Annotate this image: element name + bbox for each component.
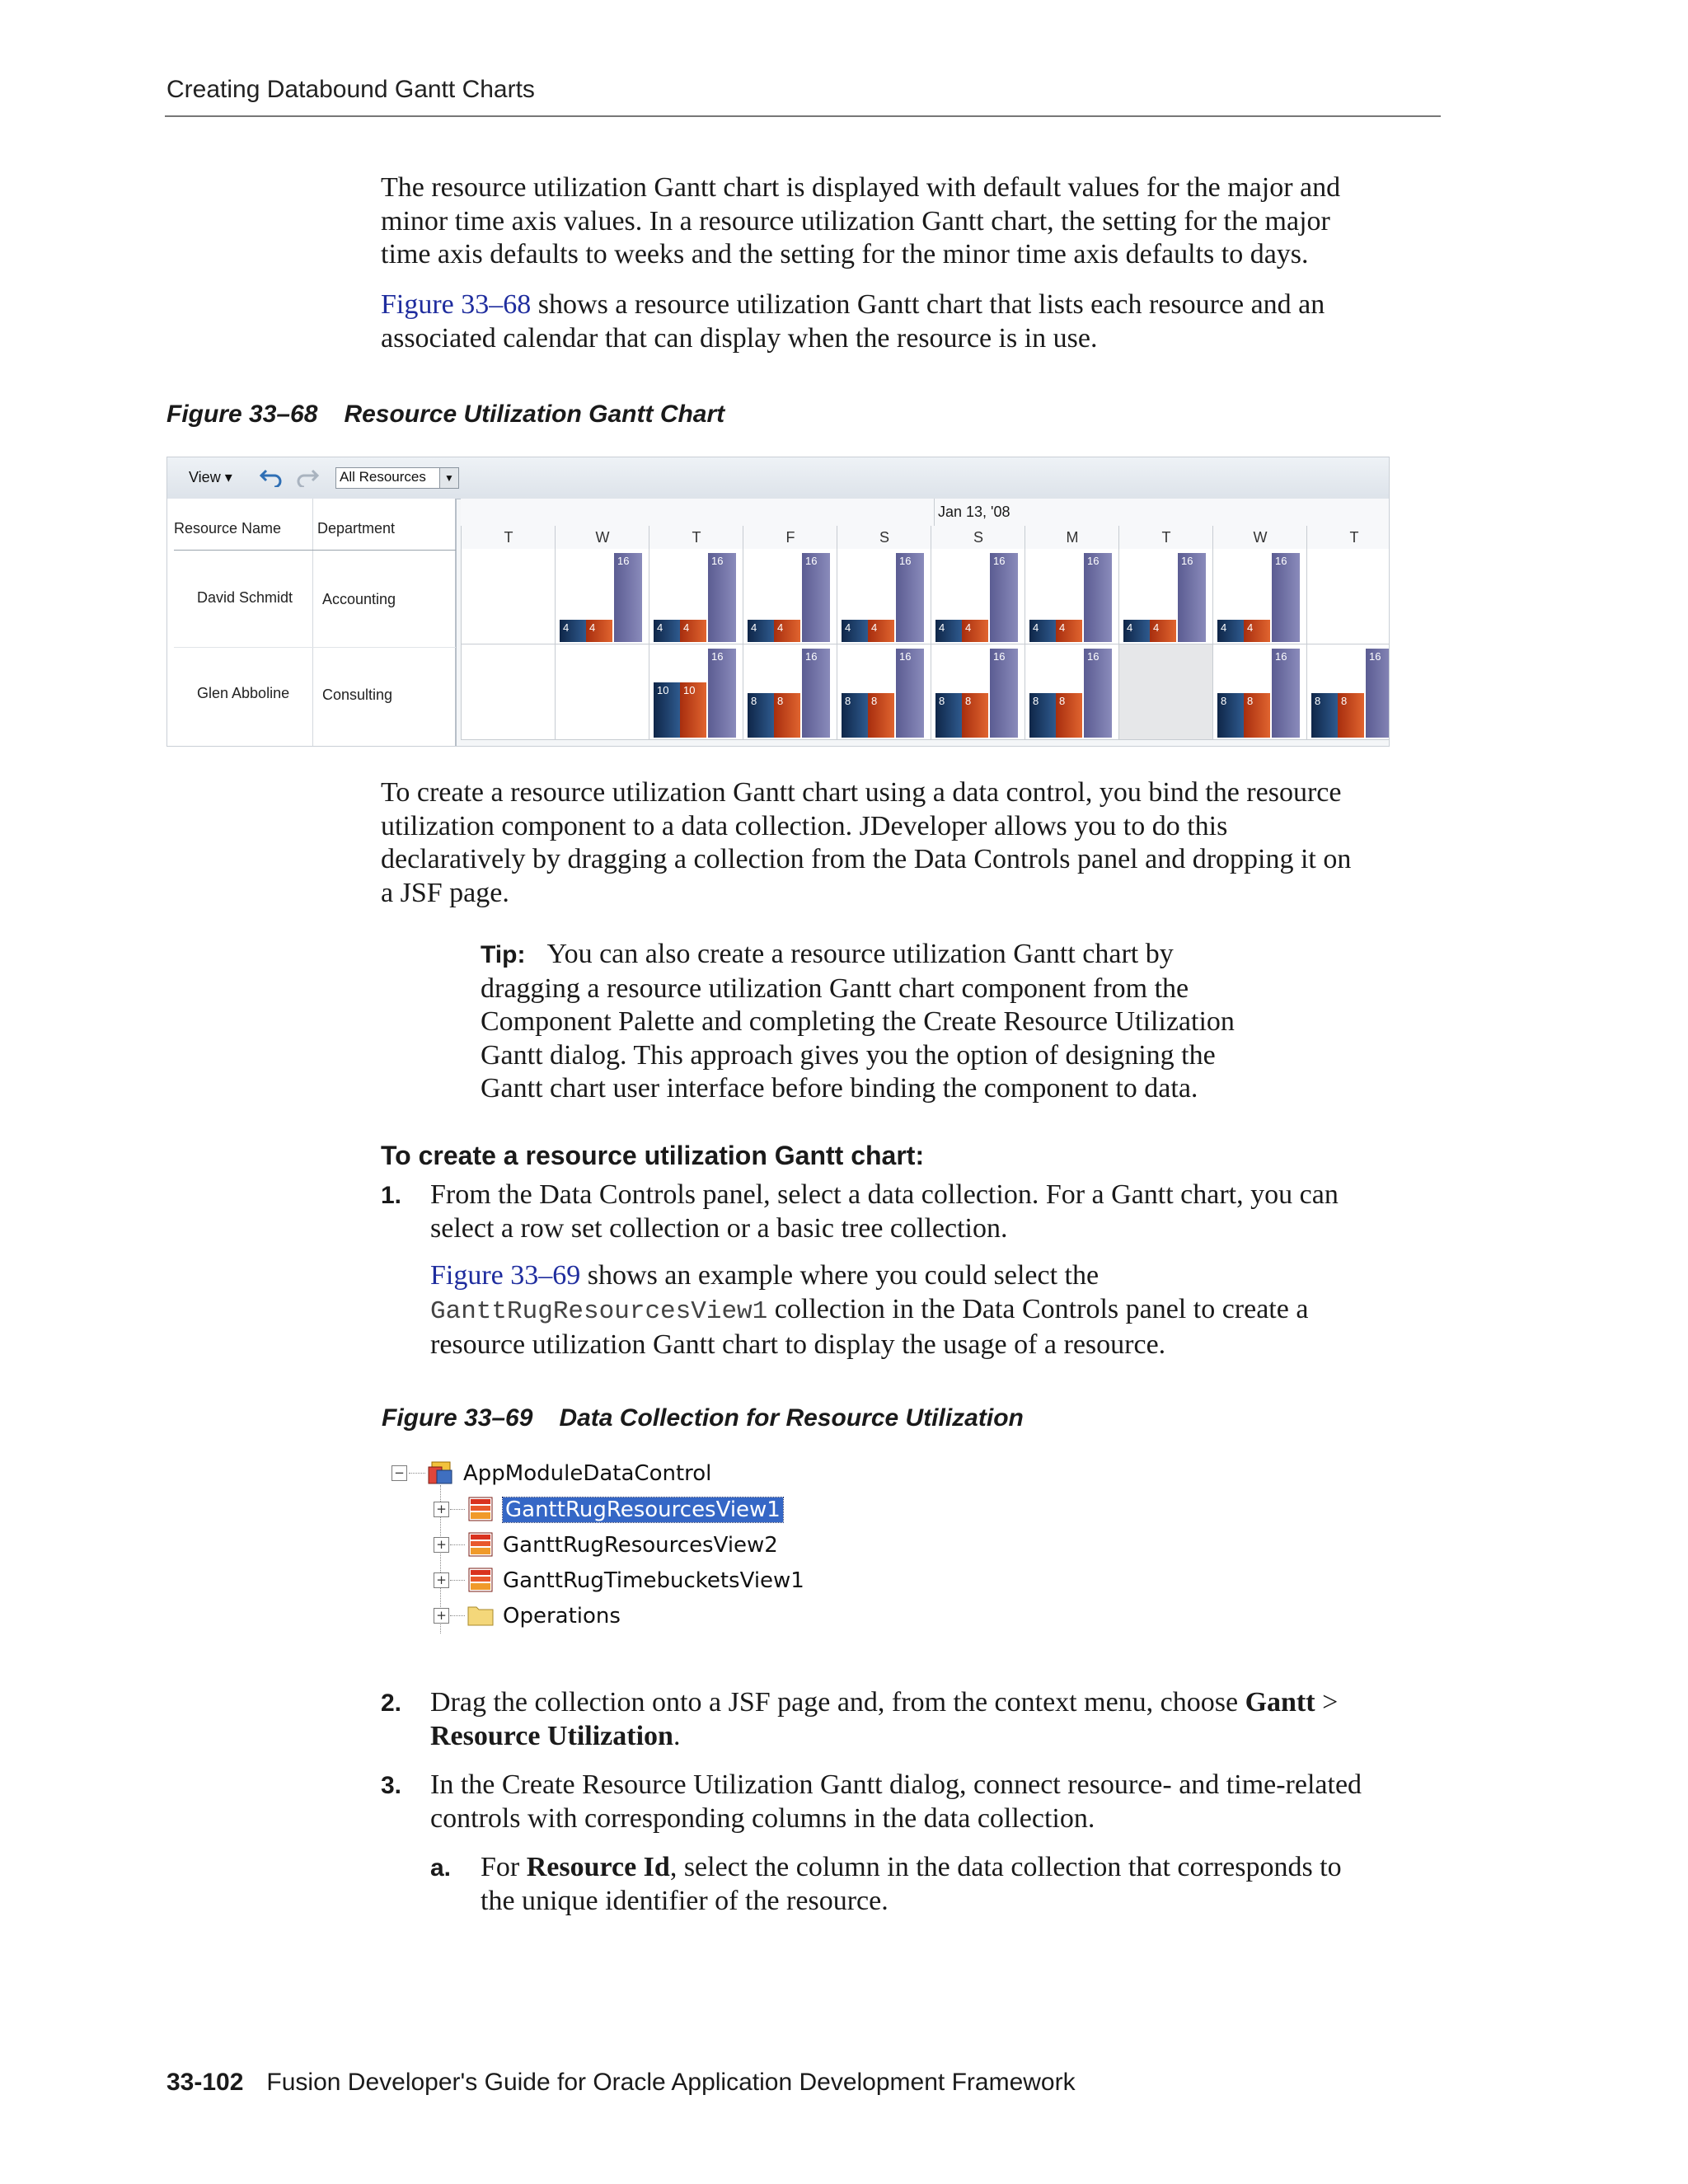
book-title: Fusion Developer's Guide for Oracle Application Development Framework [266,2069,1076,2096]
code-collection-name: GanttRugResourcesView1 [430,1296,768,1326]
bar-value-label: 4 [683,621,690,634]
intro-paragraph [381,171,1444,272]
gantt-toolbar [167,457,1389,499]
page-footer [166,2069,1076,2097]
text-span: . [673,1720,681,1751]
text-span: You can also create a resource utilization Gantt chart by [546,939,1174,969]
bar-value-label: 4 [563,621,570,634]
figure-reference-paragraph [381,288,1444,355]
bar-value-label: 10 [683,683,696,696]
utilization-cell[interactable] [555,644,649,740]
resource-table [167,499,457,746]
step-3 [430,1769,1444,1835]
text-line: resource utilization Gantt chart to display the usage of a resource. [430,1329,1166,1360]
day-column-header: S [837,526,931,549]
capacity-label: 16 [899,555,912,567]
bar-value-label: 4 [1153,621,1160,634]
bar-value-label: 4 [1127,621,1133,634]
day-column-header: W [1212,526,1307,549]
capacity-label: 16 [899,650,912,663]
capacity-label: 16 [617,555,630,567]
bar-value-label: 4 [845,621,851,634]
figure-title: Resource Utilization Gantt Chart [344,401,725,428]
menu-term: Resource Utilization [430,1720,673,1751]
text-line: declaratively by dragging a collection from the Data Controls panel and dropping it on [381,844,1352,874]
folder-icon [467,1602,495,1629]
capacity-label: 16 [1087,555,1100,567]
expand-icon[interactable]: + [434,1502,449,1517]
data-controls-tree [381,1452,842,1647]
capacity-label: 16 [805,650,818,663]
view-object-icon [467,1496,495,1522]
header-divider [174,550,456,551]
step-1-reference [430,1259,1444,1362]
step-2 [430,1686,1444,1753]
day-column-header: T [461,526,556,549]
bar-value-label: 8 [1315,695,1321,707]
text-line: In the Create Resource Utilization Gantt dialog, connect resource- and time-related [430,1769,1362,1800]
utilization-cell[interactable] [1118,644,1213,740]
text-span: shows a resource utilization Gantt chart that lists each resource and an [531,289,1325,320]
tree-connector [450,1544,465,1545]
bar-value-label: 8 [1221,695,1227,707]
selected-collection[interactable]: GanttRugResourcesView1 [503,1497,783,1522]
substep-letter: a. [430,1854,452,1882]
tree-root-label[interactable]: AppModuleDataControl [463,1461,712,1486]
day-column-header: S [931,526,1025,549]
bar-value-label: 8 [1033,695,1039,707]
week-label: Jan 13, '08 [934,499,1390,526]
text-line: Component Palette and completing the Create Resource Utilization [481,1006,1235,1037]
text-line: minor time axis values. In a resource utilization Gantt chart, the setting for the major [381,205,1330,237]
text-span: Drag the collection onto a JSF page and, from the context menu, choose [430,1687,1245,1718]
expand-icon[interactable]: + [434,1537,449,1553]
capacity-label: 16 [1369,650,1381,663]
bar-value-label: 8 [845,695,851,707]
tree-item-label[interactable] [503,1493,783,1526]
collection-name[interactable]: GanttRugTimebucketsView1 [503,1568,804,1593]
expand-icon[interactable]: + [434,1572,449,1588]
bar-value-label: 8 [871,695,878,707]
bar-value-label: 4 [1059,621,1066,634]
redo-icon[interactable] [296,466,319,491]
day-column-header: T [649,526,743,549]
text-line: The resource utilization Gantt chart is displayed with default values for the major and [381,172,1341,203]
data-control-icon [427,1460,455,1485]
text-line: select a row set collection or a basic tree collection. [430,1212,1008,1244]
day-column-header: W [555,526,649,549]
text-line: a JSF page. [381,877,509,908]
substep-a [481,1851,1445,1918]
view-menu[interactable]: View ▾ [189,469,232,485]
bar-value-label: 4 [1221,621,1227,634]
text-line: controls with corresponding columns in the data collection. [430,1802,1095,1834]
bar-value-label: 10 [657,683,669,696]
column-header-department[interactable]: Department [317,520,396,537]
bar-value-label: 8 [751,695,757,707]
header-rule [165,115,1441,117]
undo-icon[interactable] [260,466,283,491]
collection-name[interactable]: Operations [503,1604,621,1629]
resource-filter-select[interactable] [335,467,459,489]
tip-box [481,938,1387,1106]
bar-value-label: 8 [965,695,972,707]
figure-33-69-link[interactable]: Figure 33–69 [430,1260,581,1291]
day-column-header: M [1025,526,1119,549]
bar-value-label: 4 [657,621,663,634]
row-divider [174,647,456,648]
day-column-header: F [743,526,837,549]
capacity-label: 16 [1181,555,1193,567]
tip-label: Tip: [481,941,526,968]
text-span: > [1315,1687,1339,1718]
bar-value-label: 4 [871,621,878,634]
chevron-down-icon[interactable]: ▼ [439,468,458,488]
resource-name-cell[interactable]: David Schmidt [197,589,293,606]
view-object-icon [467,1567,495,1593]
text-line: From the Data Controls panel, select a data collection. For a Gantt chart, you can [430,1179,1339,1210]
text-line: associated calendar that can display when the resource is in use. [381,322,1098,354]
resource-name-cell[interactable]: Glen Abboline [197,685,290,701]
text-line: time axis defaults to weeks and the setting for the minor time axis defaults to days. [381,239,1309,269]
figure-33-68-link[interactable]: Figure 33–68 [381,289,532,320]
utilization-cell[interactable] [1306,549,1390,644]
text-line: utilization component to a data collection. JDeveloper allows you to do this [381,810,1228,841]
resource-filter-value: All Resources [340,469,426,485]
day-column-header: T [1118,526,1213,549]
bar-value-label: 4 [965,621,972,634]
bar-value-label: 8 [1247,695,1254,707]
collapse-icon[interactable]: − [392,1465,407,1481]
capacity-label: 16 [993,555,1006,567]
bar-value-label: 8 [777,695,784,707]
view-object-icon [467,1531,495,1558]
bar-value-label: 8 [1059,695,1066,707]
tree-item-label[interactable] [503,1564,804,1597]
bar-value-label: 4 [777,621,784,634]
figure-title: Data Collection for Resource Utilization [559,1404,1024,1432]
page-number: 33-102 [166,2069,244,2096]
collection-name[interactable]: GanttRugResourcesView2 [503,1533,778,1558]
menu-term: Gantt [1245,1687,1315,1718]
tree-item-label[interactable] [503,1529,778,1562]
bar-value-label: 4 [589,621,596,634]
timeline-major-axis [461,499,1389,527]
tree-connector [450,1615,465,1616]
text-line: dragging a resource utilization Gantt chart component from the [481,972,1189,1004]
department-cell[interactable]: Accounting [322,591,396,607]
field-term: Resource Id [526,1852,670,1882]
capacity-label: 16 [711,650,724,663]
text-line: the unique identifier of the resource. [481,1885,889,1916]
text-span: collection in the Data Controls panel to create a [767,1293,1309,1324]
text-line: Gantt chart user interface before binding the component to data. [481,1073,1198,1104]
procedure-heading: To create a resource utilization Gantt chart: [381,1141,925,1170]
department-cell[interactable]: Consulting [322,687,393,703]
bar-value-label: 4 [939,621,945,634]
utilization-cell[interactable] [461,644,556,740]
bar-value-label: 4 [1247,621,1254,634]
bar-value-label: 4 [751,621,757,634]
tree-connector [450,1509,465,1510]
day-column-header: T [1306,526,1390,549]
text-span: , select the column in the data collection that corresponds to [669,1852,1342,1882]
running-header: Creating Databound Gantt Charts [166,76,535,103]
tree-connector [450,1580,465,1581]
capacity-label: 16 [711,555,724,567]
figure-number: Figure 33–69 [382,1404,533,1432]
step-number: 2. [381,1690,402,1717]
capacity-label: 16 [993,650,1006,663]
step-1 [430,1179,1444,1245]
utilization-cell[interactable] [461,549,556,644]
column-divider [312,499,313,746]
bar-value-label: 4 [1033,621,1039,634]
text-line: To create a resource utilization Gantt chart using a data control, you bind the resource [381,777,1342,808]
step-number: 3. [381,1772,402,1799]
text-span: For [481,1852,527,1882]
column-header-resource-name[interactable]: Resource Name [174,520,282,537]
capacity-label: 16 [805,555,818,567]
bar-value-label: 8 [939,695,945,707]
capacity-label: 16 [1275,650,1287,663]
capacity-label: 16 [1087,650,1100,663]
figure-number: Figure 33–68 [166,401,318,428]
text-line: Gantt dialog. This approach gives you the option of designing the [481,1039,1216,1071]
figure-caption [166,401,724,429]
expand-icon[interactable]: + [434,1608,449,1624]
body-paragraph [381,776,1444,910]
step-number: 1. [381,1182,402,1209]
tree-item-label[interactable] [503,1600,621,1633]
capacity-label: 16 [1275,555,1287,567]
bar-value-label: 8 [1341,695,1348,707]
text-span: shows an example where you could select the [580,1260,1100,1291]
resource-utilization-gantt [166,457,1390,747]
figure-caption [382,1404,1024,1432]
